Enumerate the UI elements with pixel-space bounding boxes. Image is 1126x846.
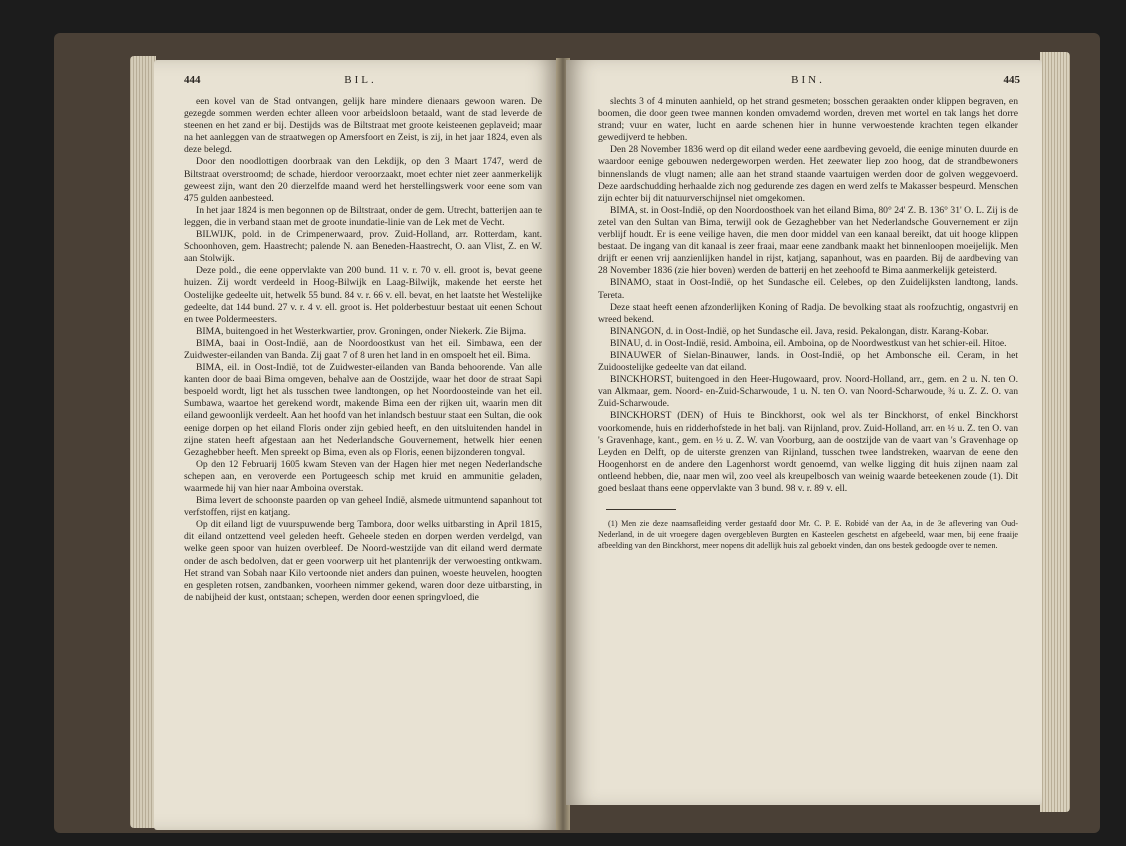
footnote-rule bbox=[606, 509, 676, 510]
paragraph: Op dit eiland ligt de vuurspuwende berg Tambora, door welks uitbarsting in April 1815, dit eiland ontzettend veel geleden heeft. Geheele steden en dorpen werden verdelgd, van welke geen spoor van huizen overbleef. De Noord-westzijde van dit eiland werd dermate onder de asch bedolven, dat er geen voorwerp uit het plantenrijk der verwoesting ontkwam. Het strand van Sobah naar Kilo vertoonde niet anders dan puinen, woeste heuvelen, hoogten en gespleten rotsen, zandbanken, voorheen nimmer gekend, waren door deze uitbarsting, in de nabijheid der kust, ontstaan; schepen, werden door eenen springvloed, die bbox=[184, 519, 542, 603]
paragraph: BINCKHORST, buitengoed in den Heer-Hugowaard, prov. Noord-Holland, arr., gem. en 2 u. N. ten O. van Alkmaar, gem. Noord- en-Zuid-Scharwoude, 1 u. N. ten O. van Noord-Scharwoude, ¾ u. Z. Z. O. van Zuid-Scharwoude. bbox=[598, 374, 1018, 410]
paragraph: Op den 12 Februarij 1605 kwam Steven van der Hagen hier met negen Nederlandsche schepen aan, en veroverde een Portugeesch schip met kruid en ammunitie geladen, waarmede hij van hier naar Amboina overstak. bbox=[184, 458, 542, 494]
left-page-text bbox=[184, 96, 542, 604]
paragraph: een kovel van de Stad ontvangen, gelijk hare mindere dienaars gewoon waren. De gezegde sommen werden echter alleen voor arbeidsloon betaald, want de stad leverde de steenen en het zand er bij. Destijds was de Biltstraat met groote keisteenen geplaveid; maar na het aanleggen van de straatwegen op Amersfoort en Zeist, is zij, in het jaar 1824, even als deze belegd. bbox=[184, 96, 542, 156]
right-page-number: 445 bbox=[1003, 74, 1020, 86]
paragraph: BINAMO, staat in Oost-Indië, op het Sundasche eil. Celebes, op den Zuidelijksten landtong, lands. Tereta. bbox=[598, 277, 1018, 301]
paragraph: Den 28 November 1836 werd op dit eiland weder eene aardbeving gevoeld, die eenige minuten duurde en waardoor eenige gebouwen nedergeworpen werden. Het zeewater liep zoo hoog, dat de strandbewoners binnenslands de vlugt namen; alle aan het strand staande vaartuigen werden door de golven weggevoerd. Deze aardschudding herhaalde zich nog gedurende zes dagen en werd zelfs te Makasser bespeurd. Menschen zijn echter bij dit natuurverschijnsel niet omgekomen. bbox=[598, 144, 1018, 204]
paragraph: BINAU, d. in Oost-Indië, resid. Amboina, eil. Amboina, op de Noordwestkust van het schier-eil. Hitoe. bbox=[610, 337, 1007, 349]
left-page-edges bbox=[130, 56, 156, 828]
paragraph: Deze staat heeft eenen afzonderlijken Koning of Radja. De bevolking staat als roofzuchtig, ongastvrij en wreed bekend. bbox=[598, 301, 1018, 325]
paragraph: Deze pold., die eene oppervlakte van 200 bund. 11 v. r. 70 v. ell. groot is, bevat geene huizen. Zij wordt verdeeld in Hoog-Bilwijk en Laag-Bilwijk, makende het eerste het Oostelijke gedeelte uit, hetwelk 55 bund. 84 v. r. 66 v. ell. bevat, en het laatste het Westelijke gedeelte, dat 144 bund. 27 v. r. 4 v. ell. groot is. Het polderbestuur bestaat uit eenen Schout en twee Poldermeesters. bbox=[184, 265, 542, 325]
right-paragraphs bbox=[598, 96, 1018, 495]
right-running-header bbox=[596, 74, 1020, 90]
paragraph: In het jaar 1824 is men begonnen op de Biltstraat, onder de gem. Utrecht, batterijen aan te leggen, die in verband staan met de groote inundatie-linie van de Lek met de Vecht. bbox=[184, 204, 542, 228]
right-running-head: BIN. bbox=[791, 74, 825, 86]
paragraph: BIMA, eil. in Oost-Indië, tot de Zuidwester-eilanden van Banda behoorende. Van alle kanten door de baai Bima omgeven, behalve aan de Oostzijde, waar het door de straat Sapi bespoeld wordt, ligt het als tusschen twee landtongen, op het Noordoosteinde van het eil. Sumbawa, waartoe het gerekend wordt, makende Bima een der rijken uit, waarin men dit eiland gewoonlijk verdeelt. Aan het hoofd van het inlandsch bestuur staat een Sultan, die ook eenige dorpen op het eiland Floris onder zijn gebied heeft, en den uitsluitenden handel in zijne staten heeft afgestaan aan het Nederlandsche Gouvernement, hetwelk hier eenen Gezaghebber heeft. Men spreekt op Bima, even als op Floris, eenen bijzonderen tongval. bbox=[184, 362, 542, 458]
left-page bbox=[154, 60, 559, 830]
left-running-header bbox=[184, 74, 537, 90]
right-page bbox=[566, 60, 1042, 805]
left-running-head: BIL. bbox=[344, 74, 377, 86]
paragraph: BINANGON, d. in Oost-Indië, op het Sundasche eil. Java, resid. Pekalongan, distr. Karang-Kobar. bbox=[610, 325, 989, 337]
paragraph: BINCKHORST (DEN) of Huis te Binckhorst, ook wel als ter Binckhorst, of enkel Binckhorst voorkomende, huis en ridderhofstede in het balj. van Rijnland, prov. Zuid-Holland, arr. en ½ u. Z. ten O. van 's Gravenhage, kant., gem. en ½ u. Z. W. van Voorburg, aan de oostzijde van de vaart van 's Gravenhage op Leyden en Delft, op de uiterste grenzen van Rijnland, tusschen twee landstreken, waarvan de eene den Hoogenhorst en de andere den Lagenhorst wordt genoemd, van welke ligging dit huis zijnen naam zal ontleend hebben, die, naar men wil, zoo veel als kreupelbosch van weinig waarde beteekenen zoude (1). Dit goed beslaat thans eene oppervlakte van 3 bund. 98 v. r. 89 v. ell. bbox=[598, 410, 1018, 494]
paragraph: BIMA, baai in Oost-Indië, aan de Noordoostkust van het eil. Simbawa, een der Zuidwester-eilanden van Banda. Zij gaat 7 of 8 uren het land in en omspoelt het eil. Bima. bbox=[184, 337, 542, 361]
footnote-text: (1) Men zie deze naamsafleiding verder gestaafd door Mr. C. P. E. Robidé van der Aa, in de 3e aflevering van Oud-Nederland, in de uit vroegere dagen overgebleven Burgten en Kasteelen geschetst en afgebeeld, waar men, bij eene fraaije afbeelding van den Binckhorst, meer nopens dit adellijk huis zal geboekt vinden, dan ons bestek gedoogde over te nemen. bbox=[598, 519, 1018, 551]
right-page-text bbox=[598, 96, 1018, 551]
footnote bbox=[598, 518, 1018, 551]
paragraph: Bima levert de schoonste paarden op van geheel Indië, alsmede uitmuntend sapanhout tot verfstoffen, rijst en katjang. bbox=[184, 495, 542, 519]
paragraph: slechts 3 of 4 minuten aanhield, op het strand gesmeten; bosschen geraakten onder klippen begraven, en boomen, die door geen twee mannen konden omvademd worden, dreven met wortel en tak langs het dorre strand; vuur en water, lucht en aarde schenen hier in hunne verwoestende krachten tegen elkander gewedijverd te hebben. bbox=[598, 96, 1018, 144]
paragraph: Door den noodlottigen doorbraak van den Lekdijk, op den 3 Maart 1747, werd de Biltstraat overstroomd; de schade, hierdoor veroorzaakt, moet echter niet zeer aanmerkelijk geweest zijn, want den 20 dierzelfde maand werd het herstellingswerk voor eene som van 475 gulden aanbesteed. bbox=[184, 156, 542, 204]
right-page-edges bbox=[1040, 52, 1070, 812]
paragraph: BIMA, st. in Oost-Indië, op den Noordoosthoek van het eiland Bima, 80° 24' Z. B. 136° 31' O. L. Zij is de zetel van den Sultan van Bima, terwijl ook de Gezaghebber van het Nederlandsche Gouvernement er zijn verblijf houdt. Er is eene veilige haven, die men door middel van een kanaal bereikt, dat uit hooge klippen bestaat. De ingang van dit kanaal is zeer fraai, maar eene zandbank maakt het binnenloopen moeijelijk. Men drijft er eenen vrij aanzienlijken handel in rijst, katjang, sapanhout, was en paarden. Bij de aardbeving van 28 November 1836 (zie hier boven) werden de batterij en het zeehoofd te Bima aanmerkelijk geteisterd. bbox=[598, 204, 1018, 277]
paragraph: BILWIJK, pold. in de Crimpenerwaard, prov. Zuid-Holland, arr. Rotterdam, kant. Schoonhoven, gem. Haastrecht; palende N. aan Beneden-Haastrecht, O. aan Vlist, Z. en W. aan Stolwijk. bbox=[184, 229, 542, 265]
paragraph: BIMA, buitengoed in het Westerkwartier, prov. Groningen, onder Niekerk. Zie Bijma. bbox=[196, 325, 527, 337]
paragraph: BINAUWER of Sielan-Binauwer, lands. in Oost-Indië, op het Ambonsche eil. Ceram, in het Zuidoostelijke gedeelte van dat eiland. bbox=[598, 349, 1018, 374]
left-page-number: 444 bbox=[184, 74, 201, 86]
